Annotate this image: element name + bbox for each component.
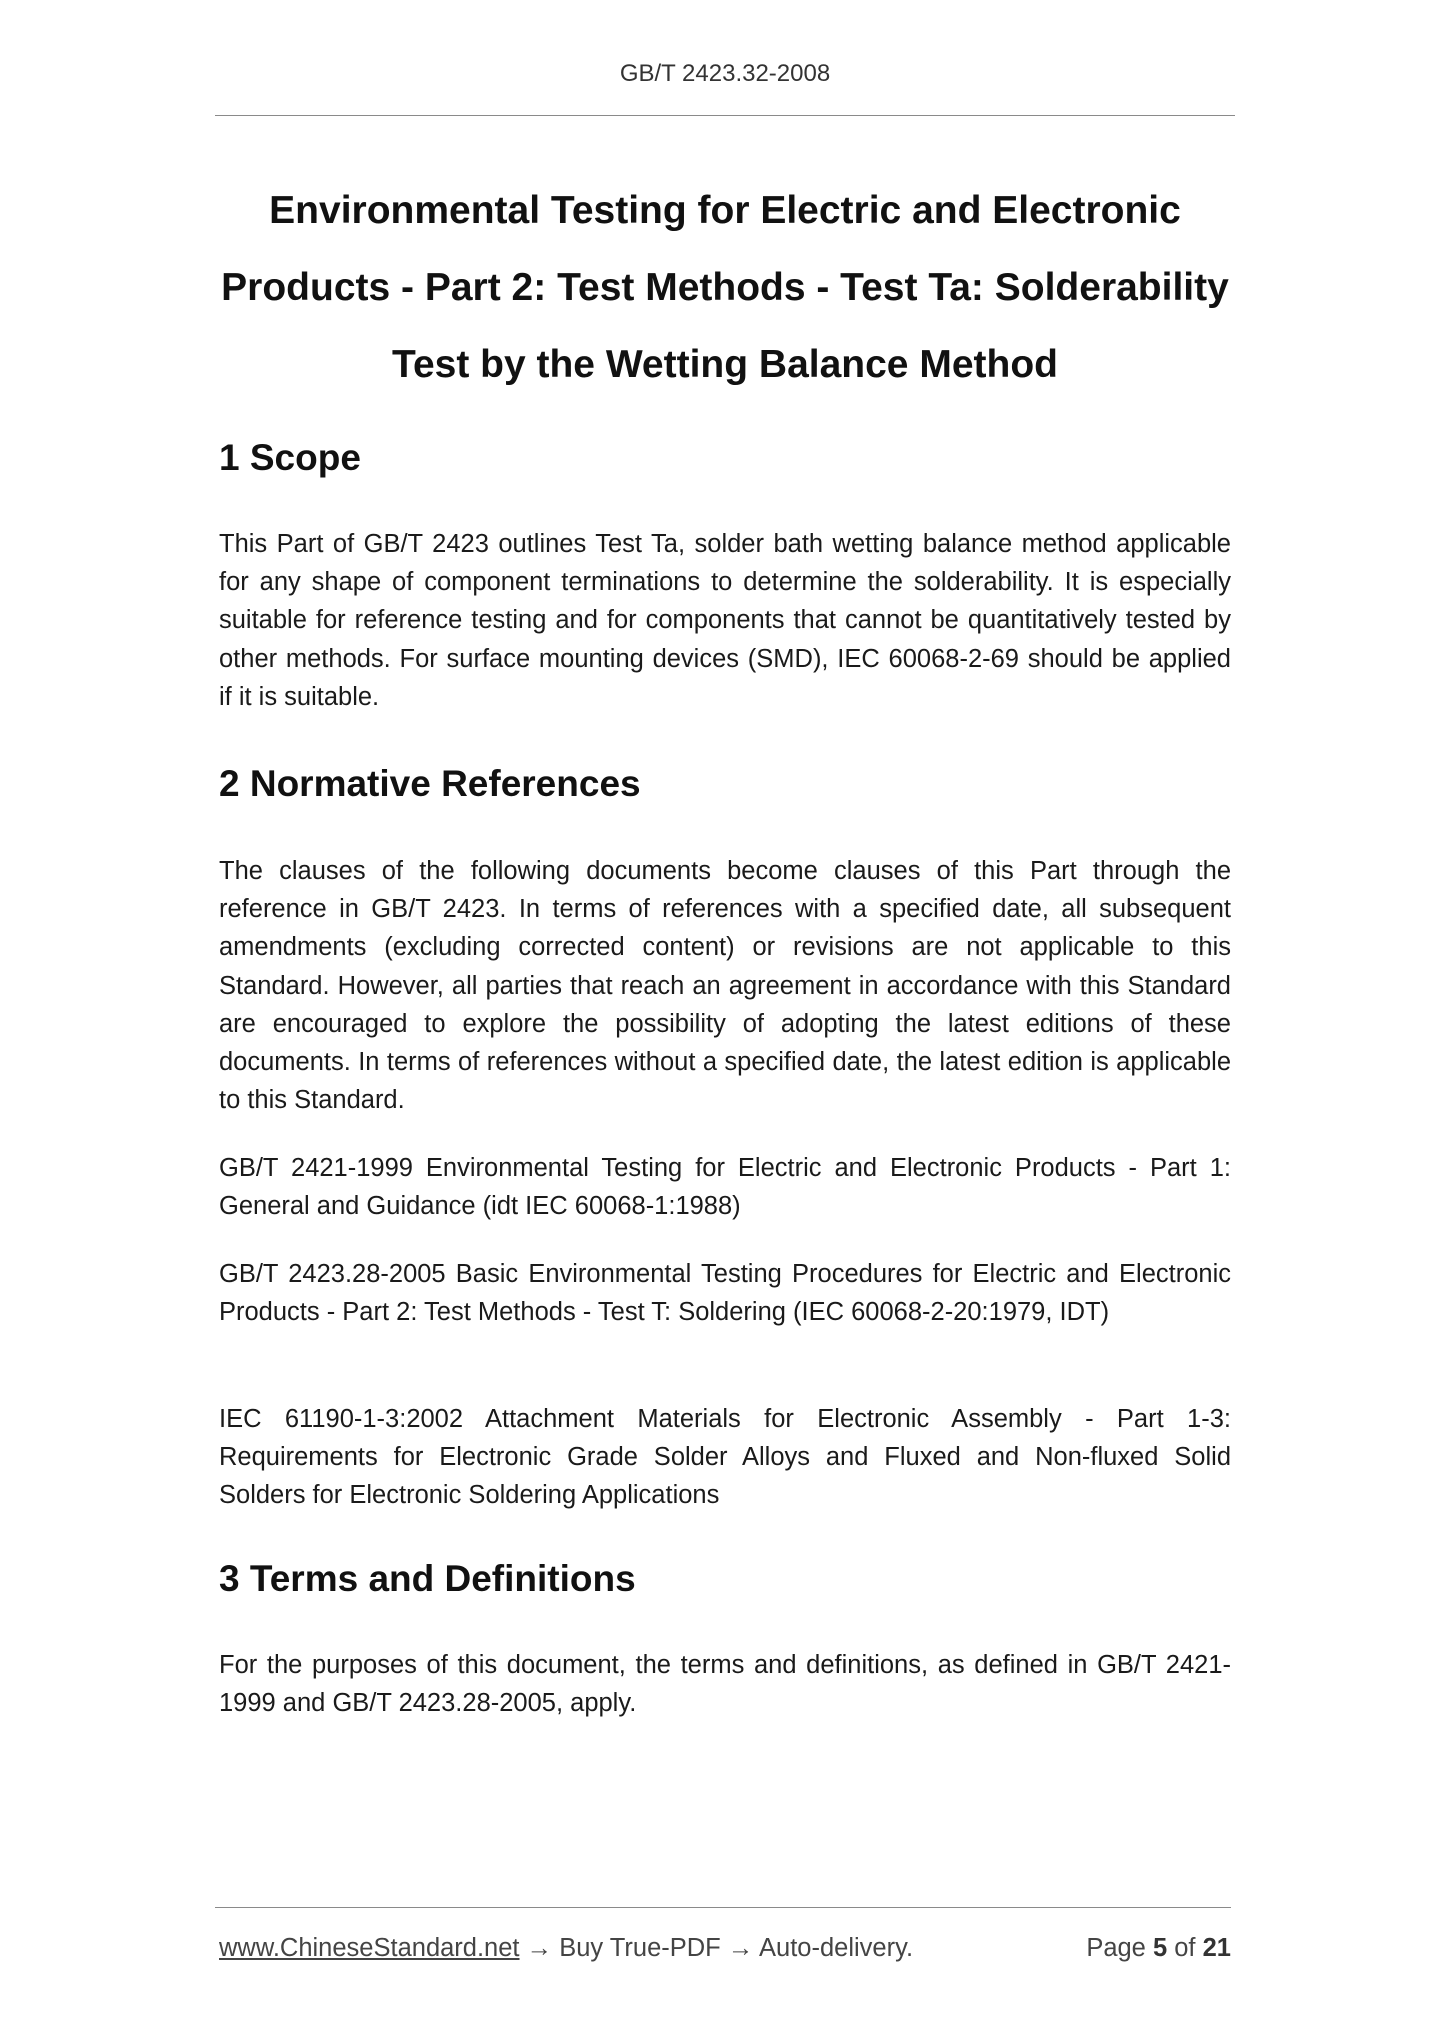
arrow-right-icon: → — [526, 1934, 553, 1962]
reference-item: GB/T 2421-1999 Environmental Testing for Electric and Electronic Products - Part 1: General and Guidance (idt IEC 60068-1:1988) — [219, 1154, 1231, 1221]
page-label: Page — [1086, 1934, 1146, 1962]
section-heading-normative-references: 2 Normative References — [219, 763, 641, 804]
document-title — [215, 172, 1235, 403]
auto-delivery-text: Auto-delivery. — [759, 1934, 914, 1962]
of-label: of — [1174, 1934, 1196, 1962]
section-heading-terms-and-definitions: 3 Terms and Definitions — [219, 1558, 636, 1599]
footer-promo — [219, 1932, 913, 1964]
page-number — [1086, 1932, 1231, 1964]
reference-item: IEC 61190-1-3:2002 Attachment Materials for Electronic Assembly - Part 1-3: Requirements for Electronic Grade Solder Alloys and Fluxed and Non-fluxed Solid Solders for Electronic Soldering Applications — [219, 1405, 1231, 1510]
arrow-right-icon: → — [727, 1934, 754, 1962]
current-page-number: 5 — [1152, 1934, 1168, 1962]
standard-code-header: GB/T 2423.32-2008 — [619, 60, 831, 87]
header-divider — [215, 115, 1235, 116]
total-page-count: 21 — [1202, 1934, 1231, 1962]
scope-paragraph: This Part of GB/T 2423 outlines Test Ta, solder bath wetting balance method applicable for any shape of component terminations to determine the solderability. It is especially suitable for reference testing and for components that cannot be quantitatively tested by other methods. For surface mounting devices (SMD), IEC 60068-2-69 should be applied if it is suitable. — [219, 530, 1231, 711]
document-title-line-3: Test by the Wetting Balance Method — [392, 343, 1058, 386]
document-title-line-2: Products - Part 2: Test Methods - Test Ta: Solderability — [221, 266, 1229, 309]
section-heading-scope: 1 Scope — [219, 437, 361, 478]
buy-true-pdf-text: Buy True-PDF — [559, 1934, 721, 1962]
normative-references-intro: The clauses of the following documents become clauses of this Part through the reference in GB/T 2423. In terms of references with a specified date, all subsequent amendments (excluding corrected content) or revisions are not applicable to this Standard. However, all parties that reach an agreement in accordance with this Standard are encouraged to explore the possibility of adopting the latest editions of these documents. In terms of references without a specified date, the latest edition is applicable to this Standard. — [219, 857, 1231, 1115]
website-link[interactable]: www.ChineseStandard.net — [219, 1934, 520, 1962]
footer-divider — [215, 1907, 1231, 1908]
document-title-line-1: Environmental Testing for Electric and Electronic — [269, 189, 1181, 232]
reference-item: GB/T 2423.28-2005 Basic Environmental Testing Procedures for Electric and Electronic Products - Part 2: Test Methods - Test T: Soldering (IEC 60068-2-20:1979, IDT) — [219, 1260, 1231, 1327]
terms-paragraph: For the purposes of this document, the terms and definitions, as defined in GB/T 2421-1999 and GB/T 2423.28-2005, apply. — [219, 1651, 1231, 1718]
